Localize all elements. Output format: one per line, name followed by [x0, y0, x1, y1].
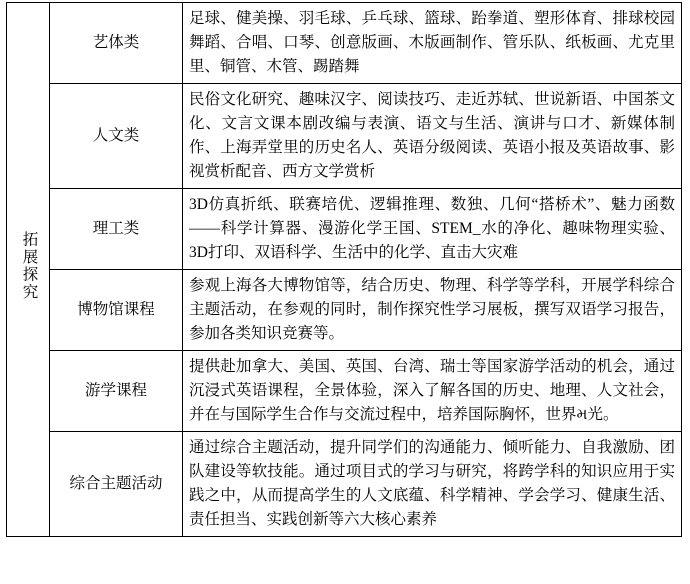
table-row — [7, 432, 682, 537]
category-cell: 博物馆课程 — [50, 270, 183, 351]
description-cell — [183, 270, 682, 351]
row-header-label: 拓展探究 — [20, 230, 38, 301]
table-row — [7, 270, 682, 351]
description-text: 提供赴加拿大、美国、英国、台湾、瑞士等国家游学活动的机会，通过沉浸式英语课程，全景体验，深入了解各国的历史、地理、人文社会，并在与国际学生合作与交流过程中，培养国际胸怀，世界મ光。 — [189, 358, 675, 424]
row-header-extension-inquiry — [7, 3, 50, 537]
description-text: 民俗文化研究、趣味汉字、阅读技巧、走近苏轼、世说新语、中国茶文化、文言文课本剧改编与表演、语文与生活、演讲与口才、新媒体制作、上海弄堂里的历史名人、英语分级阅读、英语小报及英语故事、影视赏析配音、西方文学赏析 — [189, 91, 675, 181]
description-text: 通过综合主题活动，提升同学们的沟通能力、倾听能力、自我激励、团队建设等软技能。通过项目式的学习与研究，将跨学科的知识应用于实践之中，从而提高学生的人文底蕴、科学精神、学会学习、健康生活、责任担当、实践创新等六大核心素养 — [189, 439, 675, 529]
description-text: 足球、健美操、羽毛球、乒乓球、篮球、跆拳道、塑形体育、排球校园舞蹈、合唱、口琴、创意版画、木版画制作、管乐队、纸板画、尤克里里、铜管、木管、踢踏舞 — [189, 10, 675, 76]
curriculum-table — [6, 2, 682, 537]
table-row — [7, 84, 682, 189]
table-row — [7, 189, 682, 270]
description-cell — [183, 432, 682, 537]
category-cell: 理工类 — [50, 189, 183, 270]
category-cell: 艺体类 — [50, 3, 183, 84]
description-cell — [183, 84, 682, 189]
category-cell: 人文类 — [50, 84, 183, 189]
table-row — [7, 3, 682, 84]
category-cell: 游学课程 — [50, 351, 183, 432]
table-row — [7, 351, 682, 432]
document-page — [0, 2, 690, 584]
category-cell: 综合主题活动 — [50, 432, 183, 537]
description-cell — [183, 3, 682, 84]
description-text: 3D仿真折纸、联赛培优、逻辑推理、数独、几何“搭桥术”、魅力函数——科学计算器、漫游化学王国、STEM_水的净化、趣味物理实验、3D打印、双语科学、生活中的化学、直击大灾难 — [189, 196, 675, 262]
description-cell — [183, 351, 682, 432]
description-text: 参观上海各大博物馆等，结合历史、物理、科学等学科，开展学科综合主题活动，在参观的同时，制作探究性学习展板，撰写双语学习报告，参加各类知识竞赛等。 — [189, 277, 675, 343]
description-cell — [183, 189, 682, 270]
